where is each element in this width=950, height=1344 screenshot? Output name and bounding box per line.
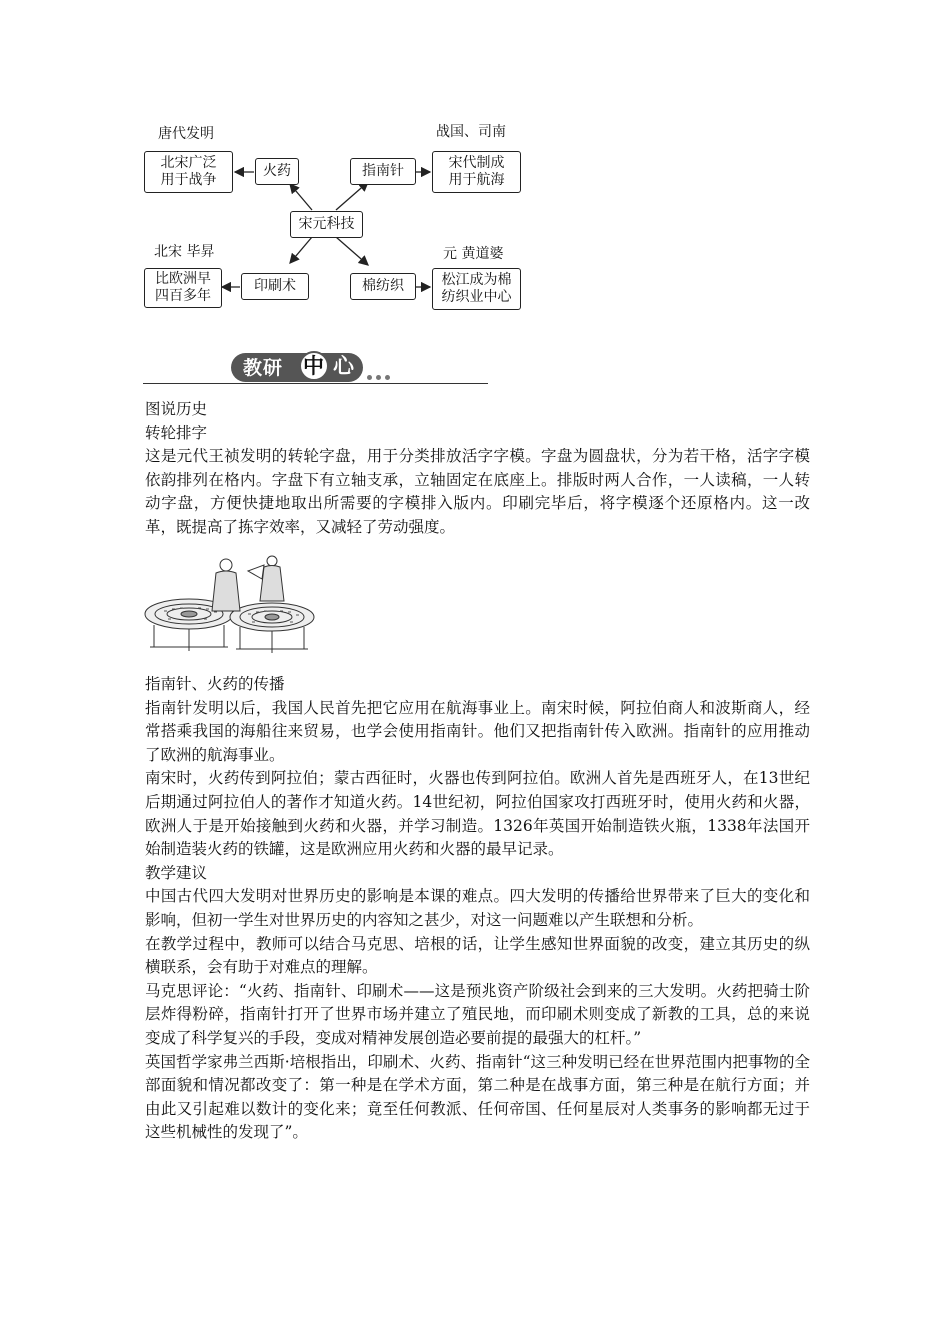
arrow-to-compass: [336, 182, 368, 210]
paragraph-teaching-method: 在教学过程中，教师可以结合马克思、培根的话，让学生感知世界面貌的改变，建立其历史的纵横联系，会有助于对难点的理解。: [145, 934, 810, 977]
text-block-1: [145, 398, 810, 540]
banner-text-part2: 中: [303, 354, 324, 378]
paragraph-marx-quote: 马克思评论：“火药、指南针、印刷术——这是预兆资产阶级社会到来的三大发明。火药把骑士阶层炸得粉碎，指南针打开了世界市场并建立了殖民地，而印刷术则变成了新教的工具，总的来说变成了科学复兴的手段，变成对精神发展创造必要前提的最强大的杠杆。”: [145, 981, 810, 1047]
compass-origin-label: 战国、司南: [436, 124, 506, 140]
paragraph-bacon-quote: 英国哲学家弗兰西斯·培根指出，印刷术、火药、指南针“这三种发明已经在世界范围内把事物的全部面貌和情况都改变了：第一种是在学术方面，第二种是在战事方面，第三种是在航行方面；并由此又引起难以数计的变化来；竟至任何教派、任何帝国、任何星辰对人类事务的影响都无过于这些机械性的发现了”。: [145, 1052, 810, 1142]
textile-detail-box: 松江成为棉 纺织业中心: [432, 268, 521, 310]
compass-box: 指南针: [350, 158, 416, 185]
banner-text-part1: 教研: [243, 357, 284, 379]
heading-teaching-suggestion: 教学建议: [145, 863, 208, 882]
research-center-banner: [143, 350, 488, 386]
gunpowder-origin-label: 唐代发明: [158, 126, 214, 142]
heading-rotating-type: 转轮排字: [145, 423, 208, 442]
heading-illustrated-history: 图说历史: [145, 400, 208, 418]
paragraph-gunpowder-spread: 南宋时，火药传到阿拉伯；蒙古西征时，火器也传到阿拉伯。欧洲人首先是西班牙人，在13世纪后期通过阿拉伯人的著作才知道火药。14世纪初，阿拉伯国家攻打西班牙时，使用火药和火器，欧洲人于是开始接触到火药和火器，并学习制造。1326年英国开始制造铁火瓶，1338年法国开始制造装火药的铁罐，这是欧洲应用火药和火器的最早记录。: [145, 769, 810, 859]
paragraph-rotating-type: 这是元代王祯发明的转轮字盘，用于分类排放活字字模。字盘为圆盘状，分为若干格，活字字模依韵排列在格内。字盘下有立轴支承，立轴固定在底座上。排版时两人合作，一人读稿，一人转动字盘，方便快捷地取出所需要的字模排入版内。印刷完毕后，将字模逐个还原格内。这一改革，既提高了拣字效率，又减轻了劳动强度。: [145, 447, 810, 536]
text-block-2: [145, 673, 810, 1145]
paragraph-compass-spread: 指南针发明以后，我国人民首先把它应用在航海事业上。南宋时候，阿拉伯商人和波斯商人，经常搭乘我国的海船往来贸易，也学会使用指南针。他们又把指南针传入欧洲。指南针的应用推动了欧洲的航海事业。: [145, 698, 810, 764]
banner-rule: [143, 383, 488, 384]
gunpowder-detail-box: 北宋广泛 用于战争: [144, 151, 233, 193]
paragraph-difficulty: 中国古代四大发明对世界历史的影响是本课的难点。四大发明的传播给世界带来了巨大的变化和影响，但初一学生对世界历史的内容知之甚少，对这一问题难以产生联想和分析。: [145, 887, 810, 929]
printing-origin-label: 北宋 毕昇: [154, 244, 215, 260]
textile-box: 棉纺织: [350, 273, 416, 300]
printing-box: 印刷术: [241, 273, 309, 300]
compass-detail-box: 宋代制成 用于航海: [432, 151, 521, 193]
arrow-to-textile: [336, 237, 368, 265]
arrow-to-printing: [290, 237, 312, 263]
heading-compass-gunpowder-spread: 指南针、火药的传播: [145, 675, 285, 693]
textile-origin-label: 元 黄道婆: [443, 246, 504, 262]
song-yuan-tech-diagram: [140, 118, 540, 318]
banner-text-part3: 心: [333, 354, 354, 378]
center-box: 宋元科技: [290, 211, 363, 238]
arrow-to-gunpowder: [290, 184, 312, 210]
rotating-type-wheel-illustration: [144, 551, 316, 657]
gunpowder-box: 火药: [255, 158, 299, 185]
banner-dots: [367, 365, 394, 384]
printing-detail-box: 比欧洲早 四百多年: [144, 268, 222, 308]
